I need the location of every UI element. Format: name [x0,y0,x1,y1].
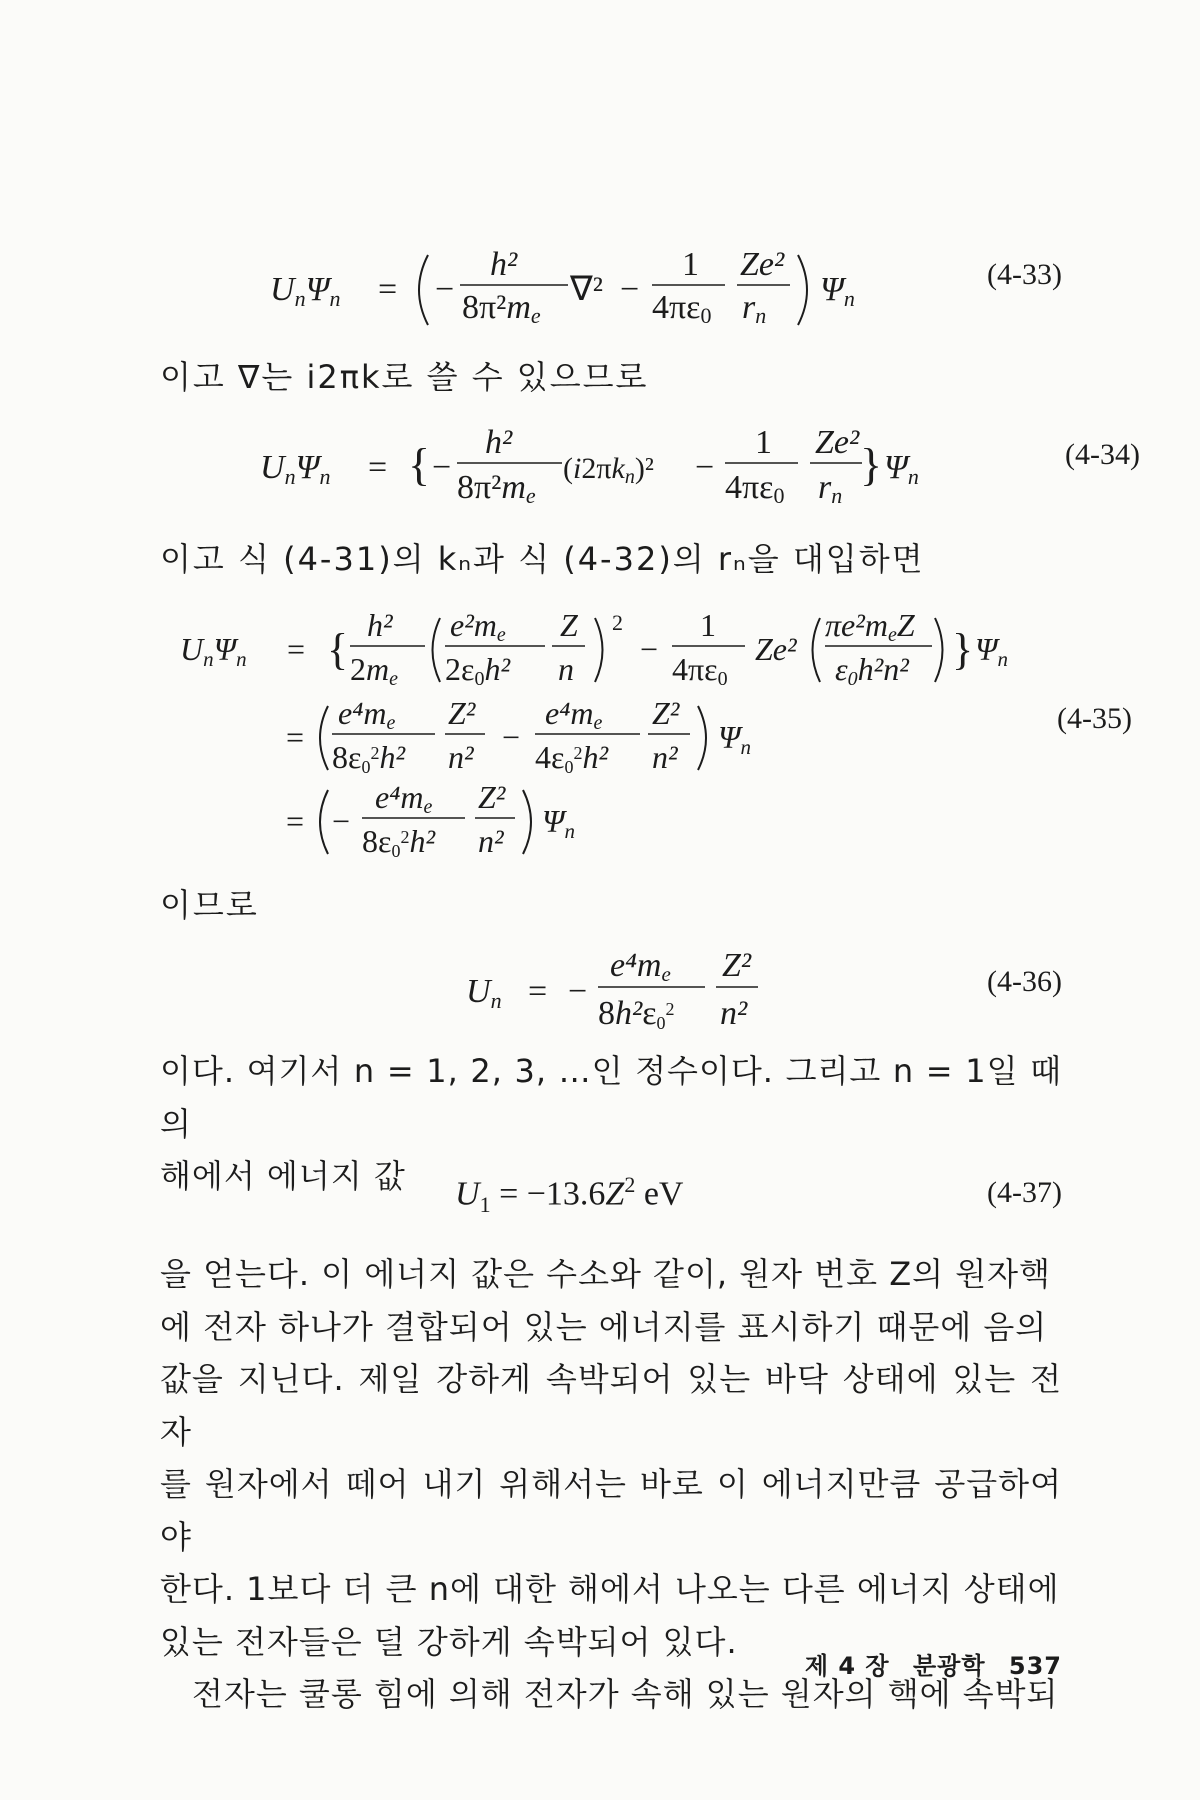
svg-text:e⁴me: e⁴me [338,695,396,734]
equation-number: (4-33) [987,258,1062,291]
svg-text:UnΨn: UnΨn [180,631,247,671]
section-label: 분광학 [912,1652,986,1680]
svg-text:(i2πkn)²: (i2πkn)² [563,452,654,488]
text-line: 을 얻는다. 이 에너지 값은 수소와 같이, 원자 번호 Z의 원자핵 [160,1255,1051,1293]
svg-text:−: − [435,271,455,308]
svg-text:Ψn: Ψn [975,631,1008,671]
svg-text:Z: Z [560,607,578,643]
svg-text:8π²me: 8π²me [457,469,536,508]
svg-text:8h²ε02: $8h^2\varepsilon 0^2$ [598,995,675,1033]
svg-text:e²me: e²me [450,607,506,646]
page-footer [791,1646,1062,1681]
equation-4-35-line3 [280,772,600,872]
svg-text:−: − [640,631,659,667]
svg-text:e⁴me: e⁴me [610,947,671,986]
equation-number: (4-37) [987,1176,1062,1209]
equation-4-35-line1-tail [975,600,1035,700]
svg-text:Ze²: Ze² [740,246,785,283]
equation-number: (4-35) [1057,702,1132,735]
svg-text:{: { [408,439,431,490]
svg-text:}: } [952,625,974,674]
svg-text:−: − [695,449,715,486]
equation-4-34 [250,408,870,528]
equation-4-35-line1 [180,600,980,700]
equation-4-34-tail [860,408,930,528]
svg-text:Ze²: Ze² [815,424,860,461]
svg-text:h²: h² [485,424,513,461]
equation-number: (4-36) [987,965,1062,998]
svg-text:4πε0: 4πε0 [725,469,785,508]
text-line: 를 원자에서 떼어 내기 위해서는 바로 이 에너지만큼 공급하여야 [160,1465,1062,1556]
text-line: 이고 식 (4-31)의 kₙ과 식 (4-32)의 rₙ을 대입하면 [160,540,925,578]
svg-text:=: = [287,631,306,667]
equation-4-37: $U_1 = -13.6Z^2$ eV [455,1172,684,1218]
svg-text:n²: n² [720,995,748,1032]
svg-text:−: − [568,973,588,1010]
svg-text:Z²: Z² [652,695,680,731]
chapter-label: 제 4 장 [804,1652,890,1680]
svg-text:=: = [286,719,305,755]
svg-text:{: { [327,625,349,674]
svg-text:1: 1 [755,424,772,461]
equation-4-36 [460,940,760,1040]
svg-text:UnΨn: UnΨn [260,449,331,489]
svg-text:πe²meZ: πe²meZ [825,607,915,646]
text-line: 한다. 1보다 더 큰 n에 대한 해에서 나오는 다른 에너지 상태에 [160,1570,1060,1608]
svg-text:−: − [332,803,351,839]
svg-text:n: n [558,651,574,687]
equation-number: (4-34) [1065,438,1140,471]
svg-text:ε0h²n²: ε0h²n² [835,651,909,690]
svg-text:4πε0: 4πε0 [652,289,712,328]
svg-text:=: = [286,803,305,839]
svg-text:rn: rn [742,289,767,328]
text-line: 전자는 쿨롱 힘에 의해 전자가 속해 있는 원자의 핵에 속박되 [192,1675,1059,1713]
svg-text:1: 1 [682,246,699,283]
svg-text:8ε02h²: $8\varepsilon 0^2h^2$ [332,739,406,777]
svg-text:Z²: Z² [722,947,752,984]
svg-text:h²: h² [367,607,393,643]
svg-text:2me: 2me [350,651,398,690]
svg-text:h²: h² [490,246,518,283]
svg-text:∇²: ∇² [570,271,603,308]
svg-text:2ε0h²: 2ε0h² [445,651,511,690]
svg-text:n²: n² [478,823,504,859]
svg-text:rn: rn [818,469,843,508]
svg-text:e⁴me: e⁴me [545,695,603,734]
svg-text:−: − [620,271,640,308]
svg-text:Ψn: Ψn [884,449,919,489]
svg-text:=: = [378,271,398,308]
svg-text:UnΨn: UnΨn [270,271,341,311]
page-number: 537 [1008,1652,1062,1680]
svg-text:Z²: Z² [478,779,506,815]
svg-text:Un: Un [466,973,502,1013]
svg-text:−: − [432,449,452,486]
svg-text:Ψn: Ψn [542,803,575,843]
text-line: 해에서 에너지 값 [160,1157,406,1195]
text-line: 값을 지닌다. 제일 강하게 속박되어 있는 바닥 상태에 있는 전자 [160,1360,1062,1451]
svg-text:Ψn: Ψn [820,271,855,311]
text-line: 이고 ∇는 i2πk로 쓸 수 있으므로 [160,358,649,396]
svg-text:2: 2 [612,610,623,635]
svg-text:4ε02h²: $4\varepsilon 0^2h^2$ [535,739,609,777]
svg-text:1: 1 [700,607,716,643]
svg-text:Ψn: Ψn [718,719,751,759]
svg-text:n²: n² [448,739,474,775]
svg-text:}: } [860,439,883,490]
text-line: 이다. 여기서 n = 1, 2, 3, …인 정수이다. 그리고 n = 1일 때의 [160,1052,1062,1143]
svg-text:Ze²: Ze² [755,631,797,667]
svg-text:−: − [502,719,521,755]
svg-text:=: = [368,449,388,486]
svg-text:e⁴me: e⁴me [375,779,433,818]
svg-text:4πε0: 4πε0 [672,651,728,690]
equation-4-33 [250,225,870,345]
text-line: 이므로 [160,886,259,924]
text-line: 있는 전자들은 덜 강하게 속박되어 있다. [160,1622,738,1661]
svg-text:8π²me: 8π²me [462,289,541,328]
svg-text:=: = [528,973,548,1010]
svg-text:n²: n² [652,739,678,775]
svg-text:8ε02h²: $8\varepsilon 0^2h^2$ [362,823,436,861]
svg-text:Z²: Z² [448,695,476,731]
text-line: 에 전자 하나가 결합되어 있는 에너지를 표시하기 때문에 음의 [160,1307,1048,1346]
